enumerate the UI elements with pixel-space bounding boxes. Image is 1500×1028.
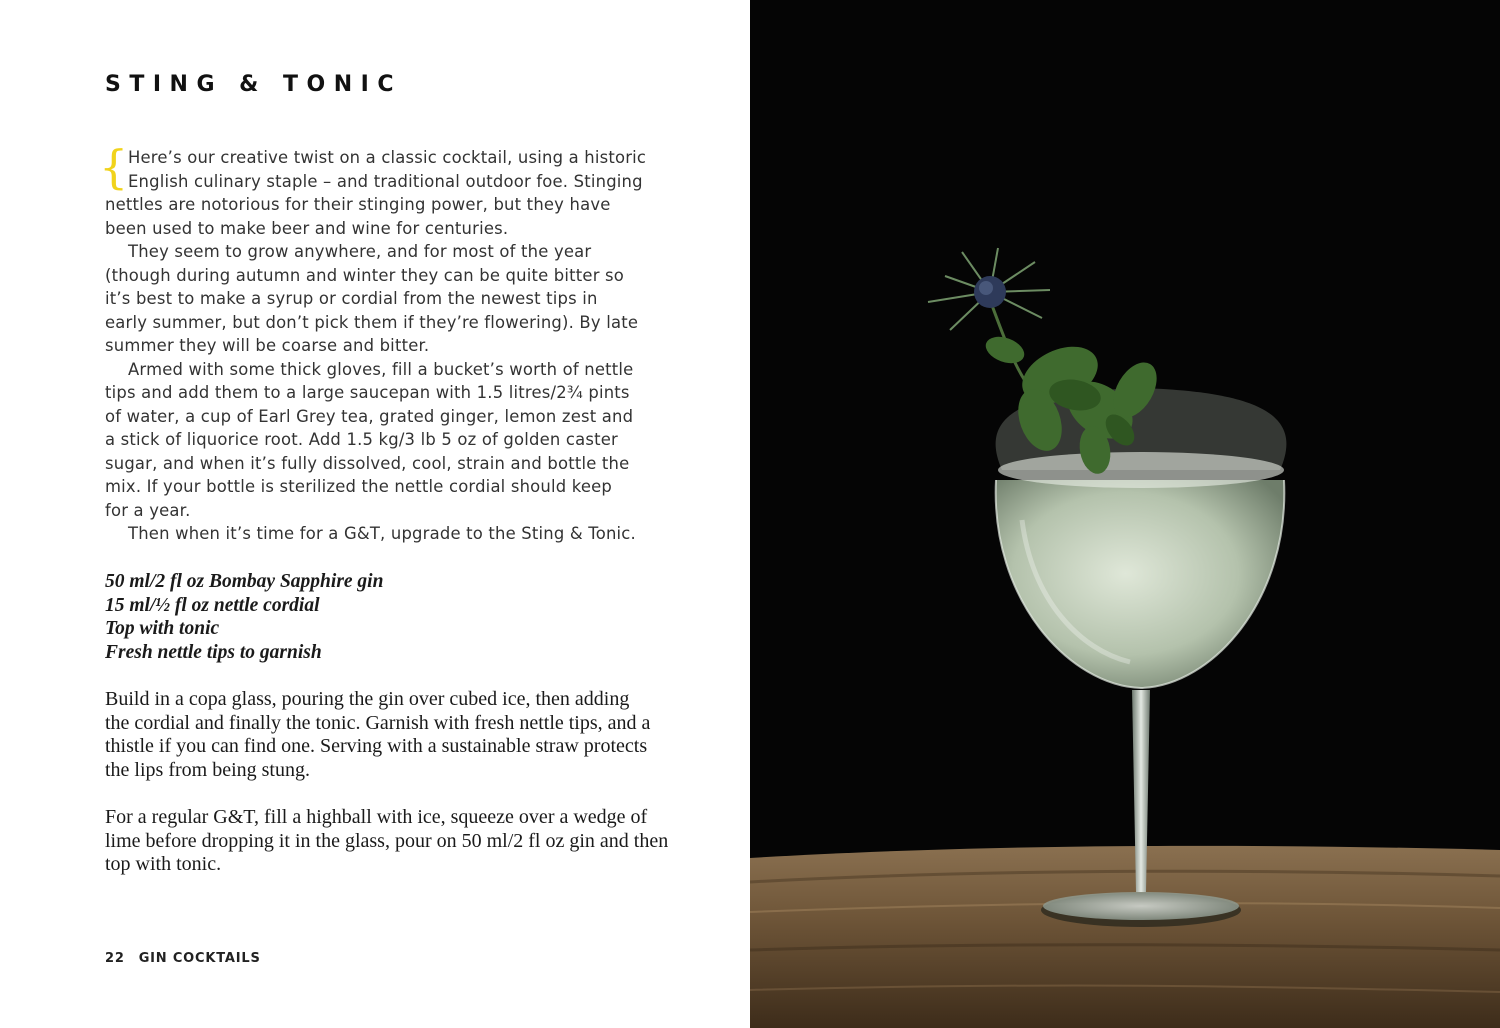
intro-line: Then when it’s time for a G&T, upgrade to the Sting & Tonic.: [128, 524, 636, 543]
method-line: lime before dropping it in the glass, pour on 50 ml/2 fl oz gin and then: [105, 829, 669, 852]
intro-text: [99, 140, 665, 546]
page-footer: [105, 951, 261, 966]
intro-line: Here’s our creative twist on a classic cocktail, using a historic: [128, 148, 647, 167]
brace-icon: {: [99, 140, 129, 194]
intro-line: of water, a cup of Earl Grey tea, grated ginger, lemon zest and: [105, 406, 634, 426]
intro-line: Armed with some thick gloves, fill a bucket’s worth of nettle: [128, 359, 634, 379]
intro-line: early summer, but don’t pick them if they’re flowering). By late: [105, 312, 639, 332]
method-paragraph: [105, 688, 675, 782]
intro-line: tips and add them to a large saucepan with 1.5 litres/2¾ pints: [105, 383, 630, 402]
intro-line: it’s best to make a syrup or cordial from the newest tips in: [105, 289, 598, 308]
method-line: Build in a copa glass, pouring the gin over cubed ice, then adding: [105, 688, 630, 710]
ingredient-item: 15 ml/½ fl oz nettle cordial: [105, 594, 320, 616]
intro-line: mix. If your bottle is sterilized the nettle cordial should keep: [105, 477, 613, 496]
intro-line: They seem to grow anywhere, and for most of the year: [128, 242, 592, 261]
ingredients-list: [105, 570, 665, 664]
wooden-board: [750, 846, 1500, 1028]
page-number: 22: [105, 951, 125, 966]
method-line: top with tonic.: [105, 853, 222, 875]
ingredient-item: Fresh nettle tips to garnish: [105, 641, 322, 663]
intro-line: English culinary staple – and traditional outdoor foe. Stinging: [128, 171, 643, 191]
regular-gt-paragraph: [105, 806, 675, 877]
intro-line: summer they will be coarse and bitter.: [105, 336, 430, 355]
intro-line: sugar, and when it’s fully dissolved, cool, strain and bottle the: [105, 453, 630, 473]
method-line: For a regular G&T, fill a highball with ice, squeeze over a wedge of: [105, 806, 648, 828]
intro-line: for a year.: [105, 500, 191, 520]
running-section-title: GIN COCKTAILS: [138, 951, 261, 966]
page-title: STING & TONIC: [105, 72, 402, 97]
intro-line: nettles are notorious for their stinging power, but they have: [105, 195, 611, 214]
intro-line: a stick of liquorice root. Add 1.5 kg/3 lb 5 oz of golden caster: [105, 430, 618, 449]
method-line: the cordial and finally the tonic. Garnish with fresh nettle tips, and a: [105, 711, 651, 734]
method-line: thistle if you can find one. Serving with a sustainable straw protects: [105, 735, 648, 757]
intro-line: been used to make beer and wine for centuries.: [105, 218, 509, 238]
intro-line: (though during autumn and winter they can be quite bitter so: [105, 265, 625, 285]
cocktail-photo: [750, 0, 1500, 1028]
ingredient-item: 50 ml/2 fl oz Bombay Sapphire gin: [105, 571, 384, 592]
ingredient-item: Top with tonic: [105, 618, 220, 639]
cocktail-illustration: [750, 0, 1500, 1028]
method-line: the lips from being stung.: [105, 758, 310, 781]
